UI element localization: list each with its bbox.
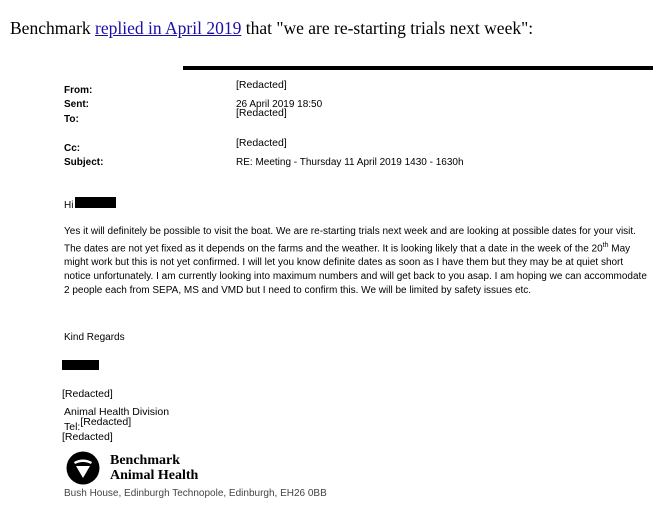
logo-line-2: Animal Health [110, 468, 199, 483]
from-value: [Redacted] [236, 79, 287, 91]
email-header-bar [183, 66, 653, 70]
body-superscript: th [602, 242, 609, 249]
from-label: From: [64, 85, 93, 96]
signature-name: [Redacted] [62, 388, 113, 400]
cc-label: Cc: [64, 143, 81, 154]
company-address: Bush House, Edinburgh Technopole, Edinburgh, EH26 0BB [64, 488, 327, 499]
to-value: [Redacted] [236, 107, 287, 119]
tel-label: Tel: [64, 421, 81, 433]
signature-division: Animal Health Division [64, 406, 170, 418]
signature-email: [Redacted] [62, 431, 113, 443]
replied-link[interactable]: replied in April 2019 [95, 18, 242, 38]
redacted-recipient-name [75, 197, 116, 208]
to-label: To: [64, 114, 79, 125]
intro-suffix: that "we are re-starting trials next week": [241, 18, 534, 38]
body-part-1: Yes it will definitely be possible to visit the boat. We are re-starting trials next week and are looking at possible dates for your visit. The dates are not yet fixed as it depends on the farms and the weather. It is looking likely that a date in the week of the 20 [64, 226, 636, 255]
sent-value: 26 April 2019 18:50 [236, 99, 323, 110]
tel-value: [Redacted] [80, 416, 132, 428]
intro-prefix: Benchmark [10, 18, 96, 38]
cc-value: [Redacted] [236, 137, 287, 149]
sent-label: Sent: [64, 99, 89, 110]
benchmark-logo-icon [65, 451, 101, 485]
body-part-2: May might work but this is not yet confirmed. I will let you know definite dates as soon as I have them but they may be at quiet short notice unfortunately. I am currently looking into maximum numbers and will get back to you asap. I am hoping we can accommodate 2 people each from SEPA, MS and VMD but I need to confirm this. We will be limited by safety issues etc. [64, 243, 647, 297]
logo-line-1: Benchmark [110, 453, 180, 468]
subject-value: RE: Meeting - Thursday 11 April 2019 1430 - 1630h [236, 157, 464, 168]
greeting-text: Hi [64, 200, 74, 211]
subject-label: Subject: [64, 157, 104, 168]
closing: Kind Regards [64, 332, 125, 343]
redacted-sender-name [62, 360, 99, 370]
intro-sentence [10, 18, 533, 39]
email-body [64, 225, 649, 298]
greeting [64, 200, 73, 211]
